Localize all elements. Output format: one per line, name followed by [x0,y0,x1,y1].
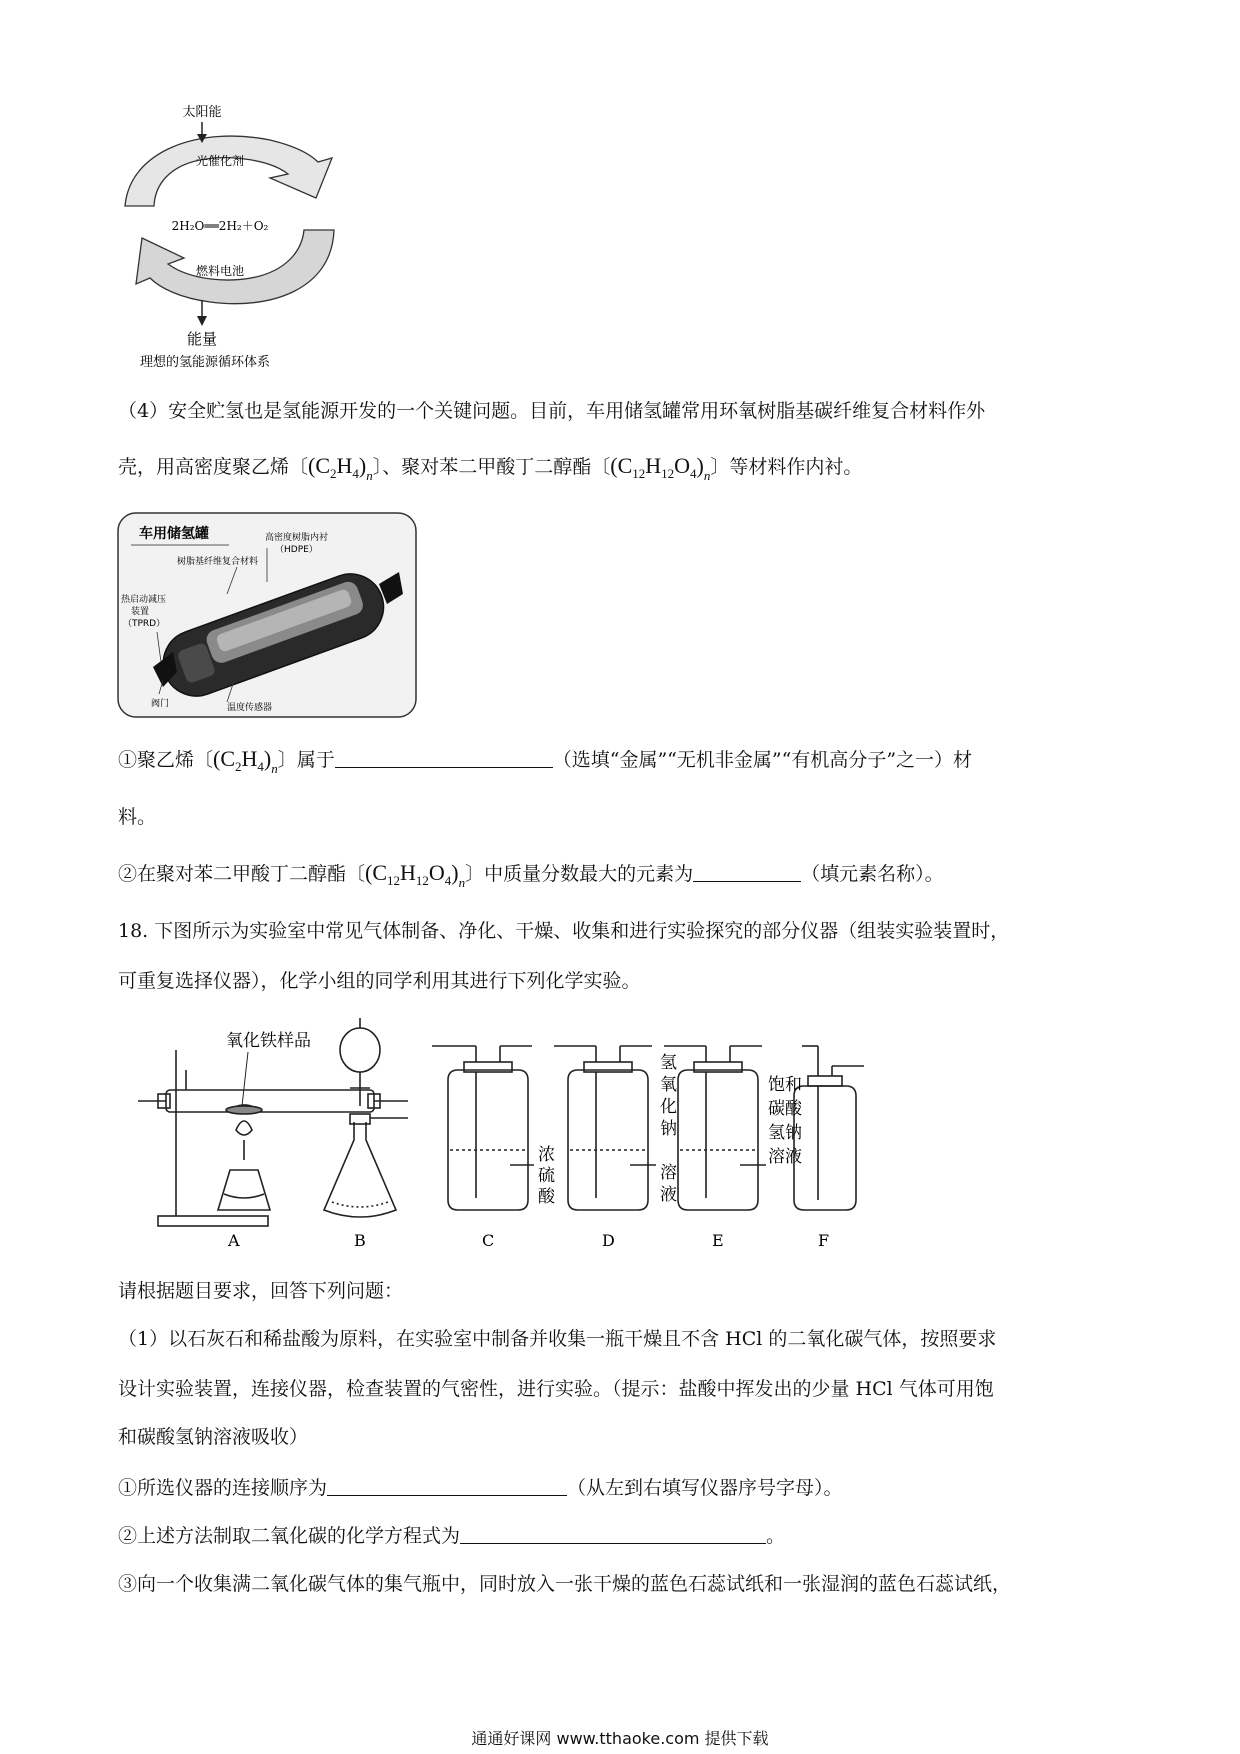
label-composite: 树脂基纤维复合材料 [177,557,259,567]
answer-blank-3[interactable] [327,1477,567,1496]
energy-label: 能量 [186,330,218,348]
apparatus-f [794,1046,864,1210]
label-valve: 阀门 [151,699,170,709]
svg-text:液: 液 [660,1185,677,1205]
label-f: F [818,1231,830,1250]
apparatus-e [664,1046,766,1210]
apparatus-figure [118,1010,978,1250]
svg-text:酸: 酸 [538,1187,555,1207]
label-c: C [482,1231,495,1250]
q4-sub2: ②在聚对苯二甲酸丁二醇酯〔$(C_{12}H_{12}O_4)_n$〕中质量分数最大的元素为 （填元素名称）。 [118,860,944,890]
apparatus-a [138,1050,408,1226]
label-hdpe: 高密度树脂内衬 [265,533,329,543]
q18-s2: ②上述方法制取二氧化碳的化学方程式为 。 [118,1525,786,1547]
label-tprd-3: （TPRD） [123,619,166,629]
svg-text:溶: 溶 [660,1163,677,1183]
svg-text:氢: 氢 [660,1053,677,1073]
label-b: B [354,1231,366,1250]
svg-text:氢钠: 氢钠 [768,1123,802,1143]
svg-text:氧: 氧 [660,1075,677,1095]
label-tprd-1: 热启动减压 [121,595,167,605]
svg-text:硫: 硫 [538,1166,555,1186]
cycle-caption: 理想的氢能源循环体系 [139,355,271,370]
label-tprd-2: 装置 [131,607,150,617]
hydrogen-tank-figure [117,512,417,718]
label-a: A [228,1231,240,1250]
q18-s3: ③向一个收集满二氧化碳气体的集气瓶中，同时放入一张干燥的蓝色石蕊试纸和一张湿润的蓝色石蕊试纸， [118,1573,1012,1595]
q4-sub1-cont: 料。 [118,806,157,828]
svg-text:溶液: 溶液 [768,1147,802,1167]
label-d: D [602,1231,615,1250]
q18-line2: 可重复选择仪器），化学小组的同学利用其进行下列化学实验。 [118,970,641,992]
answer-blank-1[interactable] [335,749,553,768]
q18-p1-line1: （1）以石灰石和稀盐酸为原料，在实验室中制备并收集一瓶干燥且不含 HCl 的二氧化碳气体，按照要求 [118,1328,997,1350]
upper-arrow-shape [125,136,332,206]
water-split-equation: 2H₂O══2H₂＋O₂ [171,219,269,233]
q18-line1: 18. 下图所示为实验室中常见气体制备、净化、干燥、收集和进行实验探究的部分仪器（组装实验装置时， [118,920,1010,942]
q18-p1-line3: 和碳酸氢钠溶液吸收） [118,1426,309,1448]
svg-text:碳酸: 碳酸 [768,1099,802,1119]
q4-sub1: ①聚乙烯〔$(C_2H_4)_n$〕属于 （选填“金属”“无机非金属”“有机高分子”之一）材 [118,746,973,776]
svg-text:浓: 浓 [538,1145,555,1165]
apparatus-b [324,1018,408,1217]
solar-label: 太阳能 [182,105,222,120]
footer: 通通好课网 www.tthaoke.com 提供下载 [471,1729,769,1748]
polyethylene-formula: $(C_2H_4)_n$ [308,453,373,483]
tank-title: 车用储氢罐 [139,526,209,542]
label-e: E [712,1231,724,1250]
label-sensor: 温度传感器 [227,703,273,713]
pbt-formula: $(C_{12}H_{12}O_4)_n$ [610,453,711,483]
q4-line1: （4）安全贮氢也是氢能源开发的一个关键问题。目前，车用储氢罐常用环氧树脂基碳纤维复合材料作外 [118,400,986,422]
hydrogen-cycle-diagram [120,100,340,370]
svg-text:化: 化 [660,1097,677,1117]
sample-label: 氧化铁样品 [226,1031,311,1051]
label-hdpe-abbr: （HDPE） [275,545,318,555]
apparatus-d [554,1046,656,1210]
q18-intro: 请根据题目要求，回答下列问题： [118,1280,404,1302]
svg-text:钠: 钠 [660,1119,677,1139]
catalyst-label: 光催化剂 [195,154,245,168]
answer-blank-2[interactable] [693,863,801,882]
apparatus-c [432,1046,534,1210]
q4-line2: 壳，用高密度聚乙烯〔$(C_2H_4)_n$〕、聚对苯二甲酸丁二醇酯〔$(C_{12}H_{12}O_4)_n$〕等材料作内衬。 [118,453,863,483]
answer-blank-4[interactable] [460,1525,766,1544]
svg-text:饱和: 饱和 [768,1075,802,1095]
q18-s1: ①所选仪器的连接顺序为 （从左到右填写仪器序号字母）。 [118,1477,843,1499]
fuel-cell-label: 燃料电池 [195,264,245,278]
q18-p1-line2: 设计实验装置，连接仪器，检查装置的气密性，进行实验。（提示：盐酸中挥发出的少量 HCl 气体可用饱 [118,1378,994,1400]
